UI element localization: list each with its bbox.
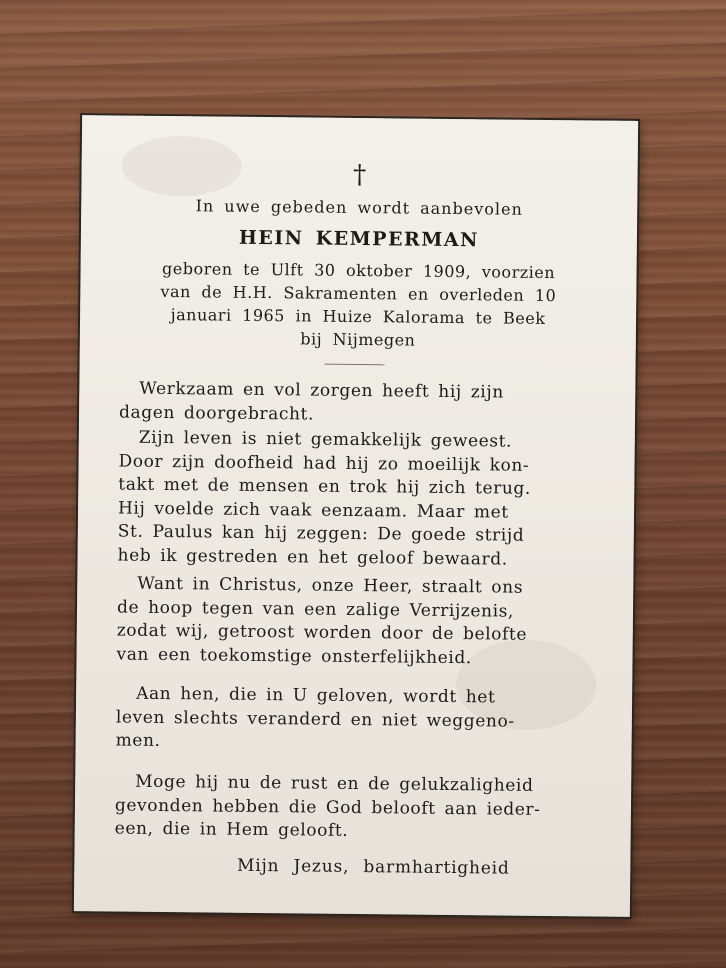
text-line: een, die in Hem gelooft. bbox=[114, 818, 349, 842]
text-line: Werkzaam en vol zorgen heeft hij zijn bbox=[139, 378, 504, 403]
text-line: van een toekomstige onsterfelijkheid. bbox=[116, 644, 472, 669]
divider bbox=[325, 364, 385, 366]
text-line: Moge hij nu de rust en de gelukzaligheid bbox=[135, 771, 534, 796]
closing-prayer: Mijn Jezus, barmhartigheid bbox=[236, 855, 510, 879]
bio-line: geboren te Ulft 30 oktober 1909, voorzien bbox=[161, 258, 556, 283]
text-line: Want in Christus, onze Heer, straalt ons bbox=[137, 573, 524, 598]
text-line: Zijn leven is niet gemakkelijk geweest. bbox=[138, 427, 513, 452]
paragraph bbox=[119, 378, 607, 430]
text-line: Door zijn doofheid had hij zo moeilijk kon- bbox=[118, 451, 530, 476]
text-line: gevonden hebben die God belooft aan ieder- bbox=[114, 795, 541, 820]
intro-line: In uwe gebeden wordt aanbevolen bbox=[195, 196, 523, 219]
bio-line: bij Nijmegen bbox=[300, 329, 416, 350]
bio-line: van de H.H. Sakramenten en overleden 10 bbox=[160, 281, 557, 306]
cross-icon: † bbox=[352, 159, 367, 191]
deceased-name: HEIN KEMPERMAN bbox=[238, 226, 480, 252]
text-line: de hoop tegen van een zalige Verrijzenis, bbox=[116, 597, 515, 622]
text-line: men. bbox=[115, 730, 161, 752]
paragraph bbox=[116, 682, 605, 758]
paragraph bbox=[117, 427, 606, 574]
text-line: leven slechts veranderd en niet weggeno- bbox=[115, 707, 515, 732]
paragraph bbox=[116, 573, 605, 672]
text-line: St. Paulus kan hij zeggen: De goede strijd bbox=[117, 521, 525, 547]
text-line: Hij voelde zich vaak eenzaam. Maar met bbox=[117, 498, 509, 523]
bio-line: januari 1965 in Huize Kalorama te Beek bbox=[170, 305, 546, 328]
memorial-card bbox=[74, 115, 638, 917]
paragraph bbox=[115, 770, 604, 846]
text-line: Aan hen, die in U geloven, wordt het bbox=[136, 683, 496, 708]
text-line: dagen doorgebracht. bbox=[118, 402, 315, 425]
text-line: heb ik gestreden en het geloof bewaard. bbox=[117, 545, 508, 570]
text-line: takt met de mensen en trok hij zich terug. bbox=[118, 474, 532, 500]
text-line: zodat wij, getroost worden door de belofte bbox=[116, 620, 528, 645]
